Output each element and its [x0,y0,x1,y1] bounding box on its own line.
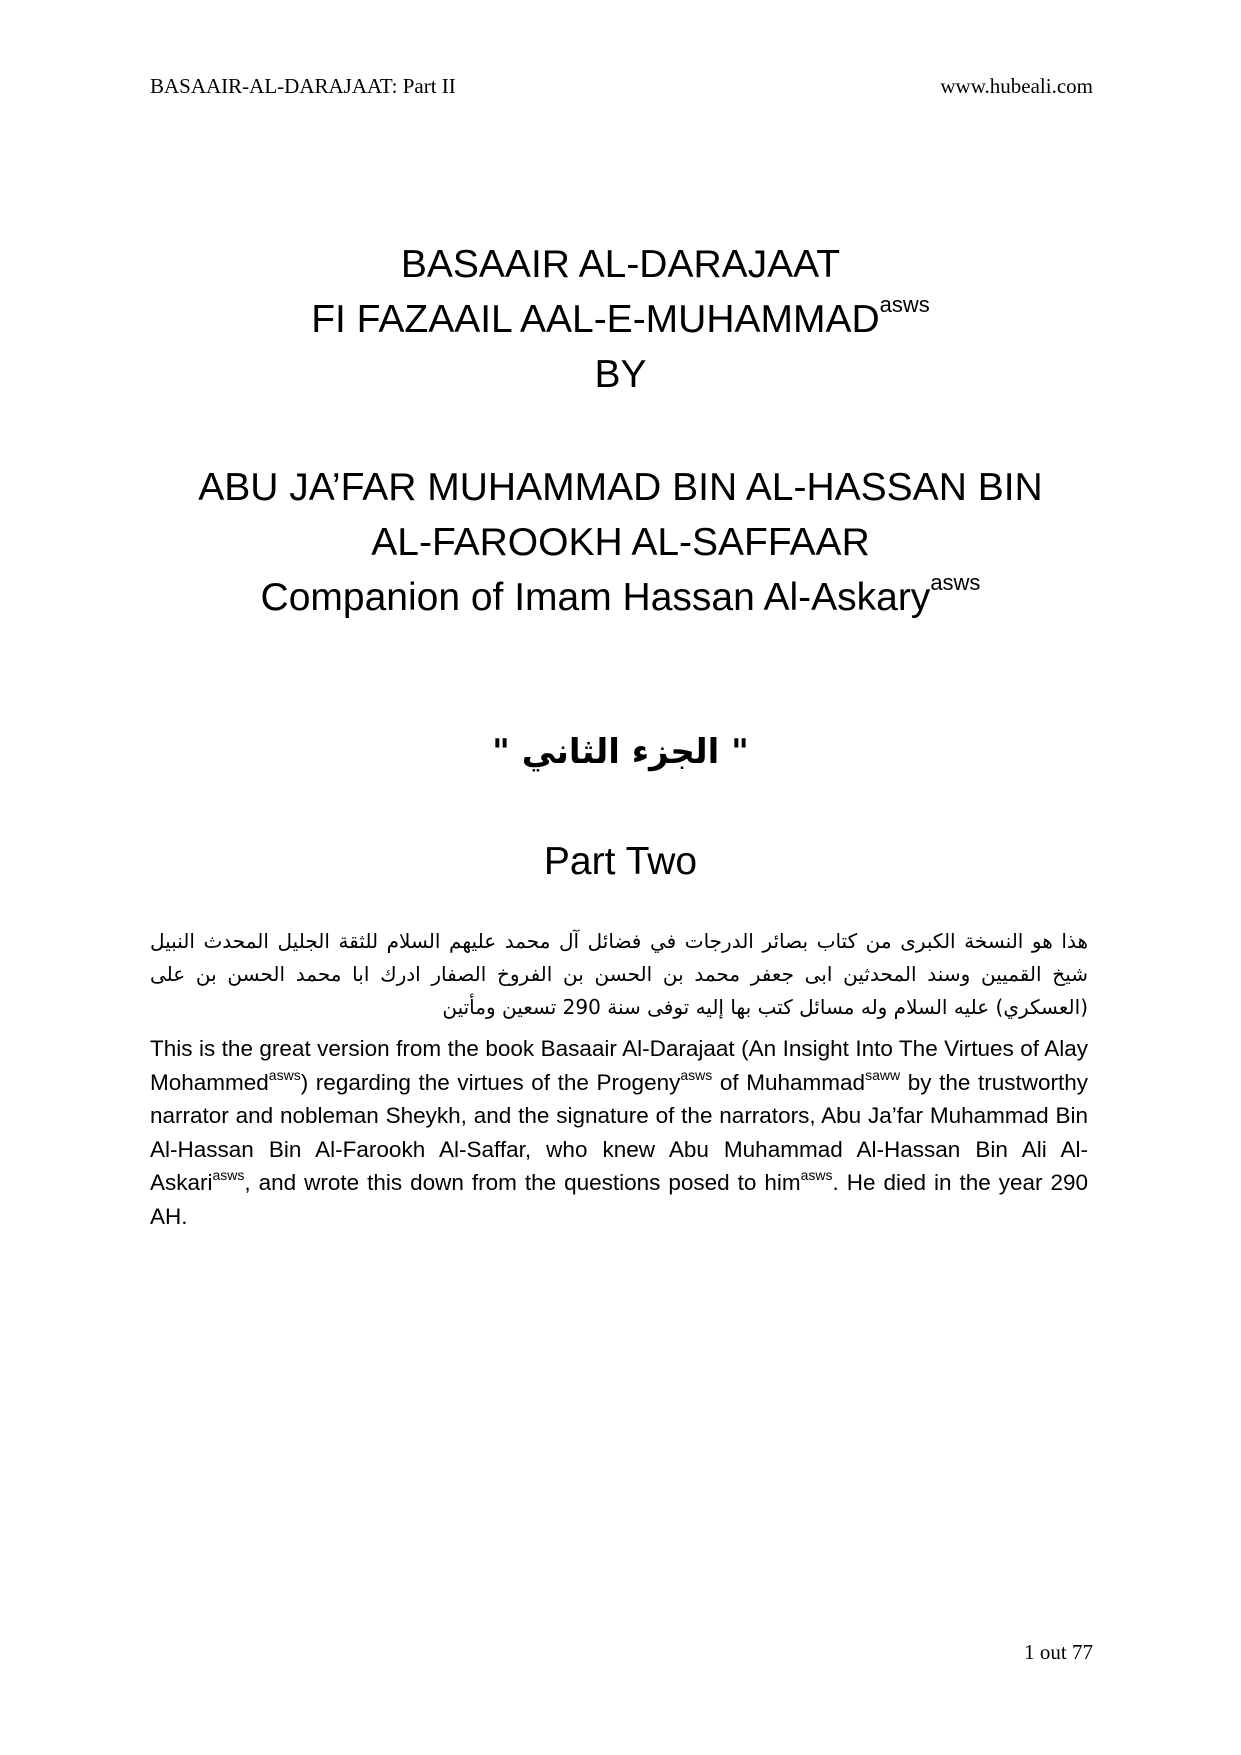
english-text-6: . He died in the year 290 AH. [150,1170,1088,1229]
honorific-4: asws [212,1167,245,1183]
author-line-2: AL-FAROOKH AL-SAFFAAR [371,521,870,564]
arabic-paragraph: هذا هو النسخة الكبرى من كتاب بصائر الدرجات في فضائل آل محمد عليهم السلام للثقة الجليل المحدث النبيل شيخ القميين وسند المحدثين ابى جعفر محمد بن الحسن بن الفروخ الصفار ادرك ابا محمد الحسن بن على (العسكري) عليه السلام وله مسائل كتب بها إليه توفى سنة 290 تسعين ومأتين [150,929,1088,1019]
title-honorific: asws [879,292,930,317]
title-line-1: BASAAIR AL-DARAJAAT [400,243,841,286]
english-text-4: by the trustworthy narrator and nobleman Sheykh, and the signature of the narrators, Abu Ja’far Muhammad Bin Al-Hassan Bin Al-Farookh Al-Saffar, who knew Abu Muhammad Al-Hassan Bin Ali Al-Askari [150,1069,1088,1195]
english-text-2: ) regarding the virtues of the Progeny [300,1069,681,1095]
english-text-1: This is the great version from the book Basaair Al-Darajaat (An Insight Into The Virtues of Alay Mohammed [150,1036,1088,1095]
running-header-website: www.hubeali.com [940,74,1093,98]
part-title: Part Two [543,840,698,883]
english-paragraph [150,1032,1088,1233]
english-text-5: , and wrote this down from the questions posed to him [244,1170,801,1195]
author-line-3-text: Companion of Imam Hassan Al-Askary [260,576,931,619]
honorific-2: asws [680,1066,713,1083]
title-line-2-text: FI FAZAAIL AAL-E-MUHAMMAD [311,298,880,341]
title-line-3: BY [594,353,647,396]
running-header-title: BASAAIR-AL-DARAJAAT: Part II [150,74,456,98]
arabic-part-title: " الجزء الثاني " [492,732,749,772]
title-line-2 [100,292,1141,347]
author-line-1: ABU JA’FAR MUHAMMAD BIN AL-HASSAN BIN [198,466,1043,509]
honorific-5: asws [800,1167,833,1183]
honorific-1: asws [268,1066,301,1083]
english-text-3: of Muhammad [712,1069,866,1095]
book-title [100,237,1141,402]
honorific-3: saww [865,1066,901,1083]
page-number: 1 out 77 [1024,1640,1093,1664]
author-honorific: asws [930,570,981,595]
author-block [100,460,1141,625]
author-line-3 [100,570,1141,625]
